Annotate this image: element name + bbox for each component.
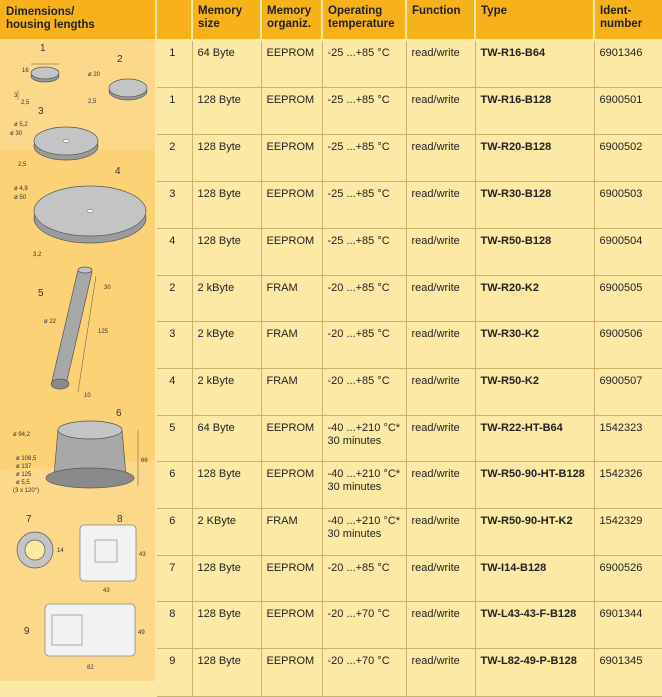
- cell-drawing-number: 4: [157, 228, 192, 275]
- cell-drawing-number: 1: [157, 40, 192, 87]
- cell-function: read/write: [406, 181, 475, 228]
- cell-ident-number: 6901345: [594, 648, 662, 696]
- drawing-5-dim-10: 10: [84, 393, 91, 399]
- drawing-2-dim-2-5: 2,5: [88, 99, 97, 105]
- cell-ident-number: 6900504: [594, 228, 662, 275]
- drawing-5-dim-22: ø 22: [44, 319, 57, 325]
- drawing-1-dim-3: 3: [14, 93, 18, 99]
- cell-memory-organiz: EEPROM: [261, 181, 322, 228]
- cell-operating-temperature: [322, 87, 406, 134]
- drawing-8-number: 8: [117, 514, 123, 525]
- cell-type: TW-R50-K2: [475, 368, 594, 415]
- dimensions-header-label: Dimensions/ housing lengths: [6, 6, 95, 31]
- cell-memory-size: 64 Byte: [192, 40, 261, 87]
- cell-operating-temperature: [322, 228, 406, 275]
- cell-memory-organiz: FRAM: [261, 321, 322, 368]
- temperature-line: 30 minutes: [327, 434, 382, 447]
- cell-operating-temperature: [322, 508, 406, 555]
- cell-type: TW-L43-43-F-B128: [475, 601, 594, 648]
- table-row: [157, 321, 662, 368]
- drawing-8-dim-43-h: 43: [139, 552, 146, 558]
- cell-drawing-number: 6: [157, 461, 192, 508]
- cell-drawing-number: 1: [157, 87, 192, 134]
- cell-operating-temperature: [322, 415, 406, 461]
- drawing-7-number: 7: [26, 514, 32, 525]
- drawing-2-dim-20: ø 20: [88, 72, 101, 78]
- cell-function: read/write: [406, 508, 475, 555]
- drawing-8-label: [80, 525, 136, 581]
- drawing-6-dim-137: ø 137: [16, 464, 32, 470]
- drawing-8-dim-43-w: 43: [103, 588, 110, 594]
- cell-ident-number: 6901346: [594, 40, 662, 87]
- drawing-5-number: 5: [38, 288, 44, 299]
- drawing-1-dim-16: 16: [22, 68, 29, 74]
- cell-operating-temperature: [322, 461, 406, 508]
- table-row: [157, 648, 662, 696]
- drawing-9-dim-49: 49: [138, 630, 145, 636]
- cell-drawing-number: 6: [157, 508, 192, 555]
- cell-memory-organiz: EEPROM: [261, 134, 322, 181]
- cell-ident-number: 6900503: [594, 181, 662, 228]
- cell-memory-size: 128 Byte: [192, 601, 261, 648]
- cell-type: TW-R30-K2: [475, 321, 594, 368]
- cell-ident-number: 6900506: [594, 321, 662, 368]
- cell-memory-organiz: EEPROM: [261, 415, 322, 461]
- table-row: [157, 368, 662, 415]
- table-header-row: [157, 0, 662, 40]
- cell-memory-organiz: EEPROM: [261, 461, 322, 508]
- cell-ident-number: 6900502: [594, 134, 662, 181]
- cell-memory-organiz: FRAM: [261, 275, 322, 321]
- cell-type: TW-R30-B128: [475, 181, 594, 228]
- col-memory-organiz: Memory organiz.: [261, 0, 322, 40]
- drawing-3-dim-5-2: ø 5,2: [14, 122, 28, 128]
- cell-memory-organiz: FRAM: [261, 368, 322, 415]
- cell-type: TW-R20-K2: [475, 275, 594, 321]
- table-row: [157, 555, 662, 601]
- table-body: [157, 40, 662, 696]
- cell-operating-temperature: [322, 601, 406, 648]
- drawing-4-dim-50: ø 50: [14, 195, 27, 201]
- table-row: [157, 134, 662, 181]
- cell-drawing-number: 9: [157, 648, 192, 696]
- cell-type: TW-L82-49-P-B128: [475, 648, 594, 696]
- cell-function: read/write: [406, 601, 475, 648]
- drawing-4-dim-3-2: 3,2: [33, 252, 42, 258]
- col-drawing-number: [157, 0, 192, 40]
- temperature-line: -25 ...+85 °C: [327, 140, 390, 153]
- cell-memory-size: 128 Byte: [192, 555, 261, 601]
- cell-memory-size: 2 KByte: [192, 508, 261, 555]
- cell-type: TW-I14-B128: [475, 555, 594, 601]
- drawing-3-dim-30: ø 30: [10, 131, 23, 137]
- col-memory-size: Memory size: [192, 0, 261, 40]
- cell-memory-organiz: EEPROM: [261, 87, 322, 134]
- drawing-4-dim-4-9: ø 4,9: [14, 186, 28, 192]
- col-ident-number: Ident- number: [594, 0, 662, 40]
- temperature-line: -40 ...+210 °C*: [327, 514, 401, 527]
- drawing-6-dim-3x120: (3 x 120°): [13, 488, 40, 494]
- cell-memory-organiz: EEPROM: [261, 40, 322, 87]
- cell-function: read/write: [406, 228, 475, 275]
- temperature-line: -25 ...+85 °C: [327, 47, 390, 59]
- drawing-6-dim-125: ø 125: [16, 472, 32, 478]
- table-row: [157, 508, 662, 555]
- cell-operating-temperature: [322, 181, 406, 228]
- cell-operating-temperature: [322, 134, 406, 181]
- cell-function: read/write: [406, 134, 475, 181]
- cell-ident-number: 6900501: [594, 87, 662, 134]
- drawing-7-dim-14: 14: [57, 548, 64, 554]
- temperature-line: -20 ...+85 °C: [327, 374, 390, 387]
- temperature-line: -25 ...+85 °C: [327, 93, 390, 106]
- cell-type: TW-R50-90-HT-B128: [475, 461, 594, 508]
- drawing-5-dim-30: 30: [104, 285, 111, 291]
- cell-ident-number: 6900507: [594, 368, 662, 415]
- table-row: [157, 275, 662, 321]
- table-row: [157, 87, 662, 134]
- cell-drawing-number: 3: [157, 321, 192, 368]
- cell-function: read/write: [406, 555, 475, 601]
- cell-memory-size: 128 Byte: [192, 87, 261, 134]
- cell-memory-organiz: EEPROM: [261, 601, 322, 648]
- cell-memory-size: 128 Byte: [192, 181, 261, 228]
- drawing-3-number: 3: [38, 106, 44, 117]
- cell-type: TW-R16-B128: [475, 87, 594, 134]
- cell-function: read/write: [406, 415, 475, 461]
- temperature-line: -20 ...+70 °C: [327, 607, 390, 620]
- drawing-3-dim-2-5: 2,5: [18, 162, 27, 168]
- temperature-line: -20 ...+85 °C: [327, 327, 390, 340]
- cell-ident-number: 1542323: [594, 415, 662, 461]
- col-function: Function: [406, 0, 475, 40]
- cell-ident-number: 1542326: [594, 461, 662, 508]
- cell-memory-organiz: EEPROM: [261, 228, 322, 275]
- table-row: [157, 601, 662, 648]
- rfid-tag-table: [157, 0, 662, 697]
- cell-function: read/write: [406, 648, 475, 696]
- cell-drawing-number: 8: [157, 601, 192, 648]
- cell-operating-temperature: [322, 368, 406, 415]
- cell-drawing-number: 2: [157, 275, 192, 321]
- col-operating-temperature: Operating temperature: [322, 0, 406, 40]
- temperature-line: 30 minutes: [327, 527, 382, 540]
- cell-memory-size: 64 Byte: [192, 415, 261, 461]
- cell-drawing-number: 7: [157, 555, 192, 601]
- cell-function: read/write: [406, 461, 475, 508]
- drawing-5-dim-125: 125: [98, 329, 109, 335]
- cell-drawing-number: 5: [157, 415, 192, 461]
- drawing-4-number: 4: [115, 166, 121, 177]
- cell-ident-number: 6901344: [594, 601, 662, 648]
- cell-memory-size: 2 kByte: [192, 275, 261, 321]
- cell-operating-temperature: [322, 648, 406, 696]
- drawing-6-dim-94-2: ø 94,2: [13, 432, 31, 438]
- cell-memory-size: 128 Byte: [192, 228, 261, 275]
- cell-operating-temperature: [322, 275, 406, 321]
- cell-drawing-number: 3: [157, 181, 192, 228]
- cell-type: TW-R22-HT-B64: [475, 415, 594, 461]
- col-type: Type: [475, 0, 594, 40]
- cell-function: read/write: [406, 321, 475, 368]
- cell-drawing-number: 2: [157, 134, 192, 181]
- table-row: [157, 228, 662, 275]
- drawing-1-dim-2-5: 2,5: [21, 100, 30, 106]
- cell-type: TW-R16-B64: [475, 40, 594, 87]
- cell-memory-size: 128 Byte: [192, 648, 261, 696]
- cell-function: read/write: [406, 275, 475, 321]
- cell-memory-size: 128 Byte: [192, 134, 261, 181]
- cell-function: read/write: [406, 40, 475, 87]
- cell-type: TW-R50-90-HT-K2: [475, 508, 594, 555]
- cell-ident-number: 6900526: [594, 555, 662, 601]
- table-row: [157, 461, 662, 508]
- temperature-line: -40 ...+210 °C*: [327, 421, 401, 434]
- temperature-line: 30 minutes: [327, 480, 382, 493]
- temperature-line: -40 ...+210 °C*: [327, 467, 401, 480]
- temperature-line: -25 ...+85 °C: [327, 234, 390, 247]
- drawing-2-number: 2: [117, 54, 123, 65]
- cell-operating-temperature: [322, 555, 406, 601]
- cell-type: TW-R20-B128: [475, 134, 594, 181]
- temperature-line: -20 ...+85 °C: [327, 281, 390, 294]
- dimensions-header: [0, 0, 155, 39]
- cell-type: TW-R50-B128: [475, 228, 594, 275]
- table-row: [157, 181, 662, 228]
- cell-ident-number: 1542329: [594, 508, 662, 555]
- drawing-9-number: 9: [24, 626, 30, 637]
- drawing-6-dim-108-5: ø 108,5: [16, 456, 37, 462]
- cell-memory-organiz: EEPROM: [261, 648, 322, 696]
- cell-memory-size: 128 Byte: [192, 461, 261, 508]
- cell-memory-organiz: FRAM: [261, 508, 322, 555]
- cell-memory-size: 2 kByte: [192, 368, 261, 415]
- table-row: [157, 40, 662, 87]
- cell-operating-temperature: [322, 321, 406, 368]
- drawing-9-label: [45, 604, 135, 656]
- table-row: [157, 415, 662, 461]
- housing-drawings: [0, 39, 155, 681]
- drawing-9-dim-82: 82: [87, 665, 94, 671]
- cell-drawing-number: 4: [157, 368, 192, 415]
- drawing-6-dim-66: 66: [141, 458, 148, 464]
- cell-function: read/write: [406, 87, 475, 134]
- cell-ident-number: 6900505: [594, 275, 662, 321]
- drawing-1-number: 1: [40, 43, 46, 54]
- temperature-line: -20 ...+85 °C: [327, 561, 390, 574]
- cell-function: read/write: [406, 368, 475, 415]
- cell-memory-organiz: EEPROM: [261, 555, 322, 601]
- cell-memory-size: 2 kByte: [192, 321, 261, 368]
- dimensions-column: [0, 0, 155, 681]
- drawing-6-dim-5-5: ø 5,5: [16, 480, 30, 486]
- drawing-6-number: 6: [116, 408, 122, 419]
- temperature-line: -20 ...+70 °C: [327, 654, 390, 667]
- temperature-line: -25 ...+85 °C: [327, 187, 390, 200]
- cell-operating-temperature: [322, 40, 406, 87]
